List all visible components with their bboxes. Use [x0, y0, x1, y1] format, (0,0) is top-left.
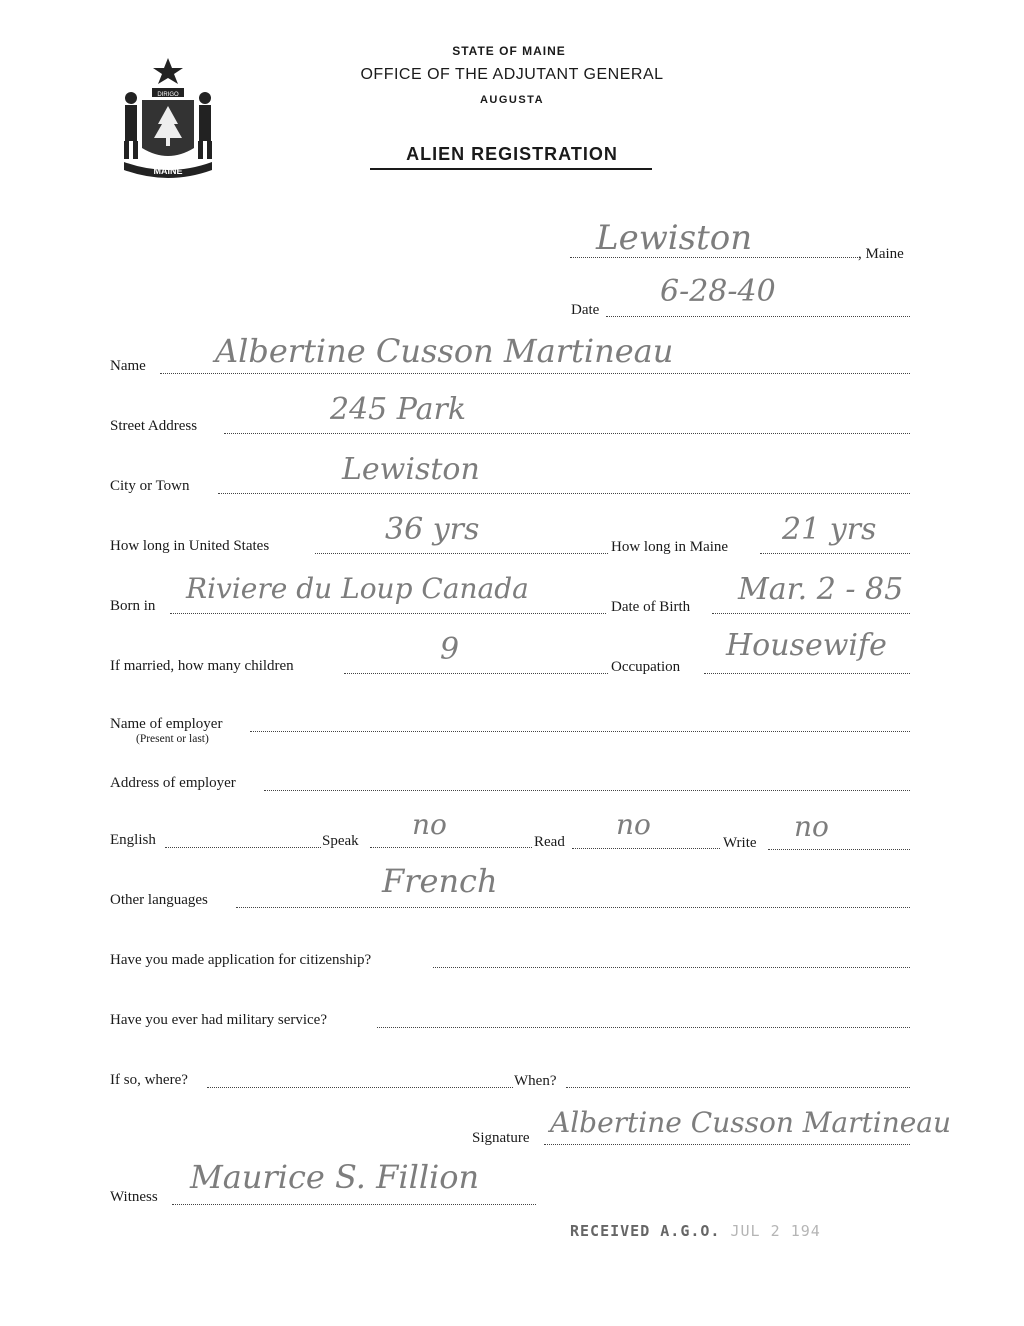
date-of-birth-line — [712, 613, 910, 614]
svg-text:DIRIGO: DIRIGO — [157, 92, 179, 98]
read-value: no — [616, 808, 651, 841]
signature-label: Signature — [472, 1130, 530, 1146]
street-label: Street Address — [110, 418, 198, 434]
occupation-label: Occupation — [611, 659, 681, 675]
street-value: 245 Park — [330, 392, 467, 427]
maine-state-seal-icon — [112, 54, 224, 180]
speak-line — [370, 847, 532, 848]
date-line — [606, 316, 910, 317]
write-line — [768, 849, 910, 850]
date-value: 6-28-40 — [660, 274, 776, 309]
speak-value: no — [412, 808, 447, 841]
other-languages-line — [236, 907, 910, 908]
stamp-received: RECEIVED A.G.O. — [570, 1222, 721, 1240]
children-line — [344, 673, 608, 674]
how-long-maine-line — [760, 553, 910, 554]
where-line — [207, 1087, 513, 1088]
employer-note: (Present or last) — [136, 733, 209, 745]
name-label: Name — [110, 358, 146, 374]
write-value: no — [794, 810, 829, 843]
date-label: Date — [571, 302, 600, 318]
name-value: Albertine Cusson Martineau — [215, 332, 674, 370]
form-title: ALIEN REGISTRATION — [406, 144, 618, 164]
other-languages-value: French — [382, 862, 498, 900]
received-stamp — [570, 1222, 821, 1240]
how-long-us-line — [315, 553, 608, 554]
english-line — [165, 847, 321, 848]
city-value: Lewiston — [342, 452, 480, 487]
date-of-birth-value: Mar. 2 - 85 — [738, 572, 904, 607]
how-long-maine-label: How long in Maine — [611, 539, 729, 555]
english-label: English — [110, 832, 156, 848]
write-label: Write — [723, 835, 757, 851]
stamp-date: JUL 2 — [730, 1222, 781, 1240]
city-label: City or Town — [110, 478, 190, 494]
name-line — [160, 373, 910, 374]
stamp-faded: 194 — [790, 1222, 821, 1240]
maine-label: , Maine — [858, 246, 904, 262]
city-heading: AUGUSTA — [479, 94, 545, 106]
state-heading: STATE OF MAINE — [452, 44, 566, 58]
when-label: When? — [514, 1073, 557, 1089]
citizenship-line — [433, 967, 910, 968]
born-in-line — [170, 613, 606, 614]
town-line — [570, 257, 860, 258]
read-line — [572, 848, 720, 849]
how-long-us-label: How long in United States — [110, 538, 270, 554]
signature-line — [544, 1144, 910, 1145]
speak-label: Speak — [322, 833, 359, 849]
employer-name-line — [250, 731, 910, 732]
date-of-birth-label: Date of Birth — [611, 599, 691, 615]
military-label: Have you ever had military service? — [110, 1012, 327, 1028]
other-languages-label: Other languages — [110, 892, 208, 908]
citizenship-label: Have you made application for citizenship? — [110, 952, 372, 968]
children-value: 9 — [440, 632, 460, 667]
where-label: If so, where? — [110, 1072, 188, 1088]
town-value: Lewiston — [596, 218, 753, 258]
how-long-us-value: 36 yrs — [385, 512, 480, 547]
city-line — [218, 493, 910, 494]
signature-value: Albertine Cusson Martineau — [550, 1106, 952, 1139]
born-in-label: Born in — [110, 598, 156, 614]
occupation-line — [704, 673, 910, 674]
witness-label: Witness — [110, 1189, 158, 1205]
military-line — [377, 1027, 910, 1028]
born-in-value: Riviere du Loup Canada — [186, 572, 529, 605]
employer-address-label: Address of employer — [110, 775, 236, 791]
svg-text:MAINE: MAINE — [153, 166, 183, 176]
how-long-maine-value: 21 yrs — [782, 512, 877, 547]
children-label: If married, how many children — [110, 658, 294, 674]
witness-line — [172, 1204, 536, 1205]
employer-address-line — [264, 790, 910, 791]
when-line — [566, 1087, 910, 1088]
title-underline — [370, 168, 652, 170]
read-label: Read — [534, 834, 565, 850]
street-line — [224, 433, 910, 434]
witness-value: Maurice S. Fillion — [190, 1158, 480, 1196]
office-heading: OFFICE OF THE ADJUTANT GENERAL — [360, 66, 664, 83]
occupation-value: Housewife — [726, 628, 887, 663]
employer-name-label: Name of employer — [110, 716, 223, 732]
